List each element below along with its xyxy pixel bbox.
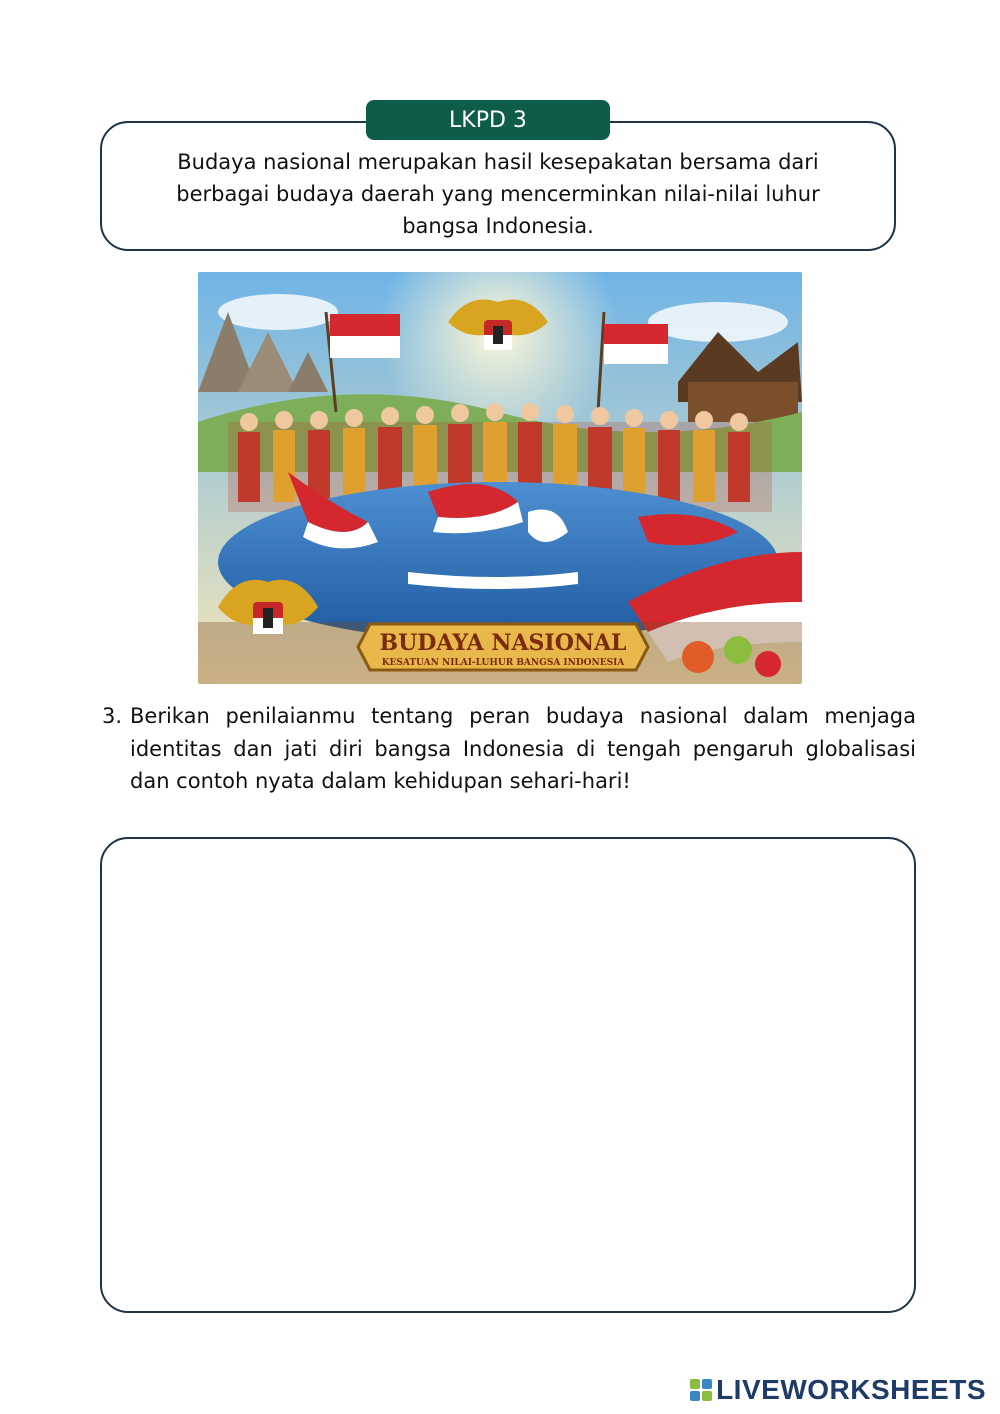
worksheet-badge: LKPD 3 xyxy=(366,100,610,140)
banner-subtitle: KESATUAN NILAI-LUHUR BANGSA INDONESIA xyxy=(381,658,625,668)
answer-textarea[interactable] xyxy=(100,837,916,1313)
logo-text: LIVEWORKSHEETS xyxy=(716,1374,986,1405)
liveworksheets-logo xyxy=(690,1374,986,1406)
question-text: Berikan penilaianmu tentang peran budaya nasional dalam menjaga identitas dan jati diri bangsa Indonesia di tengah pengaruh globalisasi dan contoh nyata dalam kehidupan sehari-hari! xyxy=(130,704,916,793)
intro-box xyxy=(100,121,896,251)
intro-text: Budaya nasional merupakan hasil kesepakatan bersama dari berbagai budaya daerah yang mencerminkan nilai-nilai luhur bangsa Indonesia. xyxy=(176,150,820,238)
question-number: 3. xyxy=(102,704,123,728)
budaya-nasional-illustration xyxy=(198,272,802,684)
question xyxy=(102,700,916,798)
banner-title: BUDAYA NASIONAL xyxy=(379,630,627,656)
logo-grid-icon xyxy=(690,1379,712,1401)
